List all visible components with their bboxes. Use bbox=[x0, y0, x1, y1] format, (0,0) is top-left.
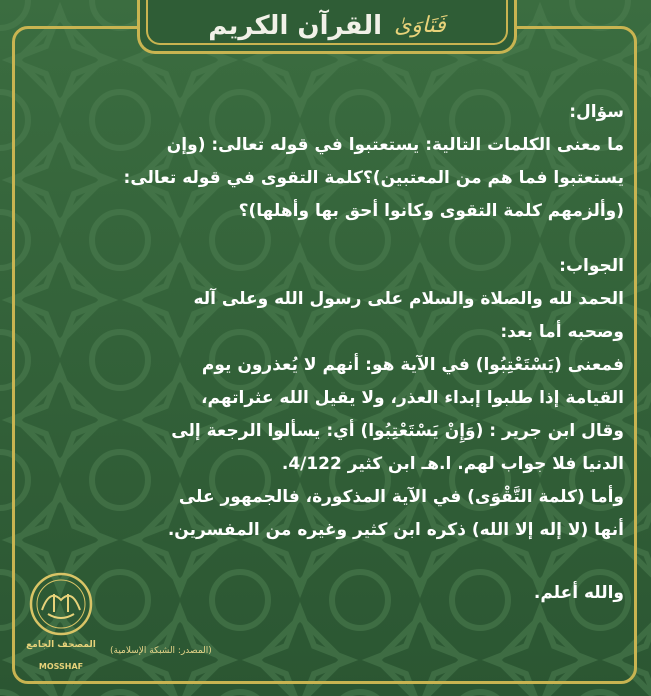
answer-line: الدنيا فلا جواب لهم. ا.هـ ابن كثير 4/122. bbox=[281, 454, 624, 474]
fatwa-content bbox=[30, 96, 624, 610]
badge-subtitle: MOSSHAF bbox=[38, 662, 84, 671]
answer-line: وقال ابن جرير : (وَإِنْ يَسْتَعْتِبُوا) أي: يسألوا الرجعة إلى bbox=[171, 421, 624, 441]
answer-line: وأما (كلمة التَّقْوَى) في الآية المذكورة، فالجمهور على bbox=[178, 487, 624, 507]
answer-line: فمعنى (يَسْتَعْتِبُوا) في الآية هو: أنهم لا يُعذرون يوم bbox=[201, 355, 624, 375]
answer-line: أنها (لا إله إلا الله) ذكره ابن كثير وغيره من المفسرين. bbox=[167, 520, 624, 540]
answer-line: القيامة إذا طلبوا إبداء العذر، ولا يقيل الله عثراتهم، bbox=[201, 388, 624, 408]
fatawa-logo: فَتَاوَىٰ bbox=[394, 13, 446, 38]
page-title: القرآن الكريم bbox=[208, 10, 383, 41]
answer-line: وصحبه أما بعد: bbox=[500, 322, 624, 342]
source-credit: (المصدر: الشبكة الإسلامية) bbox=[110, 646, 212, 656]
answer-line: الحمد لله والصلاة والسلام على رسول الله وعلى آله bbox=[193, 289, 624, 309]
question-line: يستعتبوا فما هم من المعتبين)؟كلمة التقوى في قوله تعالى: bbox=[123, 168, 624, 188]
spacer bbox=[30, 547, 624, 577]
question-line: (وألزمهم كلمة التقوى وكانوا أحق بها وأهلها)؟ bbox=[238, 201, 624, 221]
badge-title: المصحف الجامع bbox=[26, 640, 96, 650]
answer-label: الجواب: bbox=[559, 256, 624, 276]
question-label: سؤال: bbox=[569, 102, 624, 122]
spacer bbox=[30, 228, 624, 250]
header-banner bbox=[137, 0, 517, 54]
question-line: ما معنى الكلمات التالية: يستعتبوا في قوله تعالى: (وإن bbox=[166, 135, 624, 155]
closing-line: والله أعلم. bbox=[533, 583, 624, 603]
